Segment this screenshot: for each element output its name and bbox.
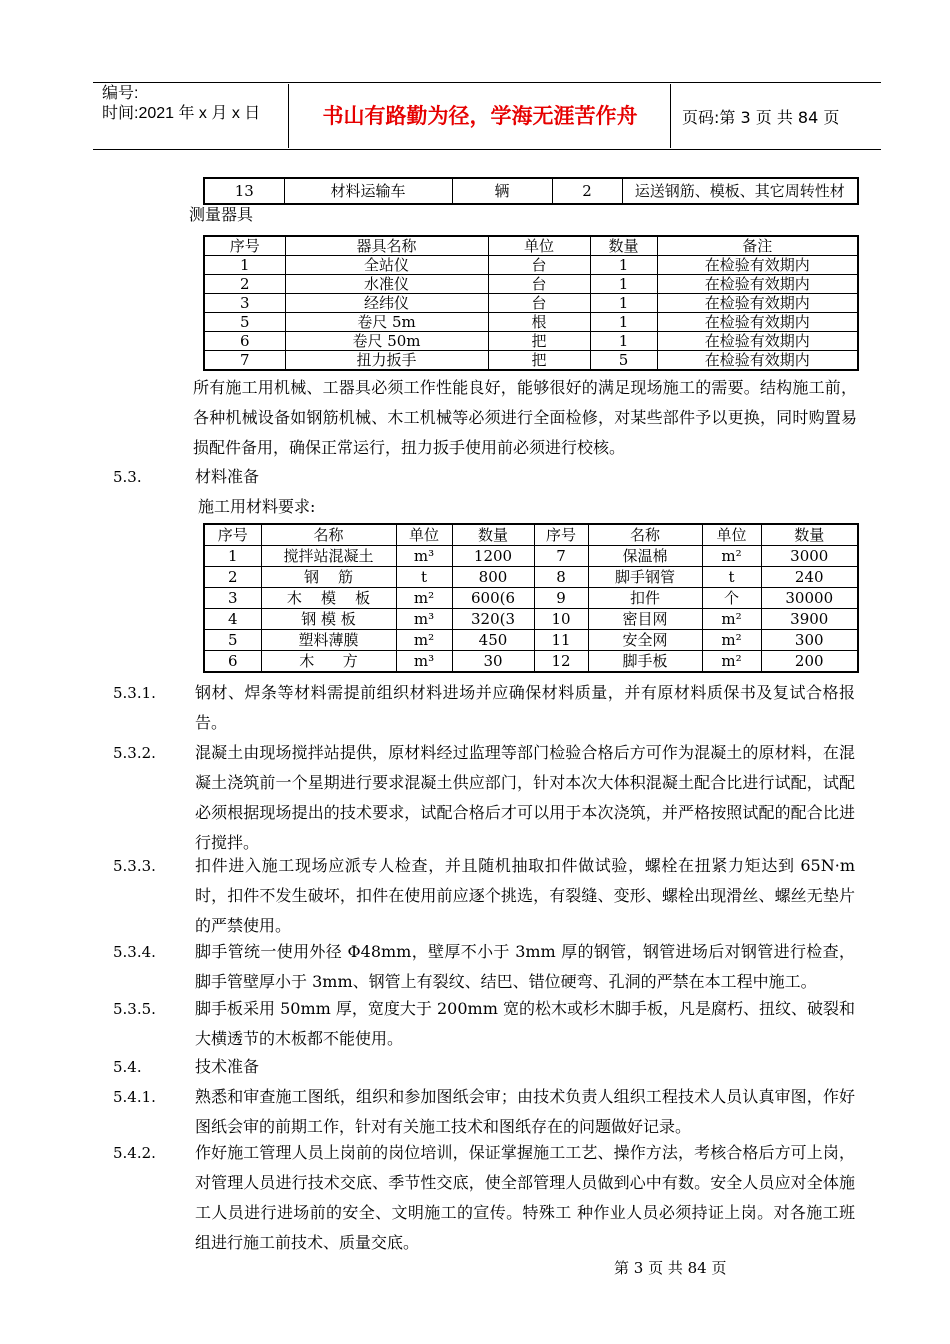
table-cell: 8 [534,567,588,588]
section-number: 5.3. [113,468,142,486]
table-cell: 7 [204,351,285,371]
table-row [204,313,858,332]
measure-title: 测量器具 [189,205,254,224]
table-cell: 1 [590,256,657,275]
table-cell: 1 [590,275,657,294]
table-cell: 水准仪 [285,275,488,294]
table-cell: 12 [534,651,588,673]
table-cell: 卷尺 50m [285,332,488,351]
table-cell: 30 [452,651,534,673]
table-cell: 在检验有效期内 [657,351,858,371]
table-row [204,609,858,630]
table-cell: 450 [452,630,534,651]
table-cell: 把 [488,332,590,351]
table-cell: 把 [488,351,590,371]
col-header: 单位 [702,524,761,546]
table-cell: m² [702,546,761,567]
table-cell: 300 [761,630,858,651]
table-header-row [204,236,858,256]
cell-qty: 2 [552,178,622,204]
table-cell: m³ [396,546,452,567]
col-header: 序号 [204,236,285,256]
cell-unit: 辆 [452,178,552,204]
header-motto: 书山有路勤为径，学海无涯苦作舟 [322,104,638,128]
table-cell: 木 模 板 [261,588,396,609]
table-cell: 扣件 [588,588,702,609]
table-cell: 在检验有效期内 [657,256,858,275]
table-cell: m² [702,630,761,651]
col-header: 单位 [488,236,590,256]
table-cell: 4 [204,609,261,630]
col-header: 序号 [204,524,261,546]
table-cell: 200 [761,651,858,673]
table-cell: 3 [204,294,285,313]
table-cell: 6 [204,651,261,673]
table-row [204,651,858,673]
table-cell: 台 [488,275,590,294]
table-cell: 1 [204,256,285,275]
table-cell: m² [396,630,452,651]
item-text: 扣件进入施工现场应派专人检查，并且随机抽取扣件做试验，螺栓在扭紧力矩达到 65N·m 时，扣件不发生破坏，扣件在使用前应逐个挑选，有裂缝、变形、螺栓出现滑丝、螺丝无垫片的严禁使用。 [195,856,855,935]
table-cell: t [702,567,761,588]
table-cell: m³ [396,651,452,673]
measure-paragraph: 所有施工用机械、工器具必须工作性能良好，能够很好的满足现场施工的需要。结构施工前，各种机械设备如钢筋机械、木工机械等必须进行全面检修，对某些部件予以更换，同时购置易损配件备用，确保正常运行，扭力扳手使用前必须进行校核。 [193,378,857,457]
table-row [204,178,858,204]
item-text: 熟悉和审查施工图纸，组织和参加图纸会审；由技术负责人组织工程技术人员认真审图，作好图纸会审的前期工作，针对有关施工技术和图纸存在的问题做好记录。 [195,1087,855,1136]
table-cell: 台 [488,294,590,313]
material-table [203,523,859,673]
table-cell: 钢 筋 [261,567,396,588]
table-cell: 9 [534,588,588,609]
table-cell: 11 [534,630,588,651]
table-cell: 安全网 [588,630,702,651]
table-cell: 根 [488,313,590,332]
table-cell: 2 [204,567,261,588]
table-row [204,275,858,294]
table-cell: 320(3 [452,609,534,630]
table-cell: 在检验有效期内 [657,275,858,294]
item-number: 5.4.1. [113,1088,156,1106]
item-text: 钢材、焊条等材料需提前组织材料进场并应确保材料质量，并有原材料质保书及复试合格报告。 [195,683,855,732]
table-cell: m² [702,651,761,673]
table-cell: 1 [590,313,657,332]
table-cell: 全站仪 [285,256,488,275]
col-header: 数量 [761,524,858,546]
table-cell: 1 [204,546,261,567]
table-row [204,567,858,588]
table-cell: 3000 [761,546,858,567]
table-cell: 6 [204,332,285,351]
item-text: 作好施工管理人员上岗前的岗位培训，保证掌握施工工艺、操作方法，考核合格后方可上岗，对管理人员进行技术交底、季节性交底，使全部管理人员做到心中有数。安全人员应对全体施工人员进行进场前的安全、文明施工的宣传。特殊工 种作业人员必须持证上岗。对各施工班组进行施工前技术、质量交底。 [195,1143,855,1252]
code-label: 编号: [102,85,139,102]
table-cell: m³ [396,609,452,630]
table-cell: 脚手钢管 [588,567,702,588]
table-cell: 在检验有效期内 [657,332,858,351]
item-text: 脚手板采用 50mm 厚，宽度大于 200mm 宽的松木或杉木脚手板，凡是腐朽、扭纹、破裂和大横透节的木板都不能使用。 [195,999,855,1048]
section-title: 技术准备 [195,1057,260,1076]
item-number: 5.3.4. [113,943,156,961]
table-cell: 5 [204,630,261,651]
time-label: 时间:2021 年 x 月 x 日 [102,105,261,122]
table-cell: 5 [204,313,285,332]
item-number: 5.3.5. [113,1000,156,1018]
table-cell: 3 [204,588,261,609]
cell-no: 13 [204,178,284,204]
machinery-table-tail [203,177,859,205]
measure-table [203,235,859,371]
table-row [204,332,858,351]
header-page-label: 页码:第 3 页 共 84 页 [682,108,840,127]
table-cell: 600(6 [452,588,534,609]
header-meta [102,84,260,124]
header-top-line [93,82,881,83]
material-intro: 施工用材料要求: [198,497,316,516]
table-cell: 1 [590,294,657,313]
table-cell: 密目网 [588,609,702,630]
item-number: 5.3.1. [113,684,156,702]
table-cell: 钢 模 板 [261,609,396,630]
table-cell: 1 [590,332,657,351]
table-cell: 在检验有效期内 [657,294,858,313]
table-cell: 1200 [452,546,534,567]
table-cell: 脚手板 [588,651,702,673]
table-cell: 搅拌站混凝土 [261,546,396,567]
table-cell: 卷尺 5m [285,313,488,332]
table-cell: 30000 [761,588,858,609]
table-row [204,351,858,371]
table-cell: 3900 [761,609,858,630]
col-header: 数量 [590,236,657,256]
table-row [204,546,858,567]
header-divider [288,84,289,148]
col-header: 名称 [588,524,702,546]
item-number: 5.3.2. [113,744,156,762]
header-bottom-line [93,149,881,150]
col-header: 数量 [452,524,534,546]
col-header: 名称 [261,524,396,546]
cell-note: 运送钢筋、模板、其它周转性材 [622,178,858,204]
table-cell: t [396,567,452,588]
table-row [204,588,858,609]
section-title: 材料准备 [195,467,260,486]
table-cell: 木 方 [261,651,396,673]
table-cell: 在检验有效期内 [657,313,858,332]
table-cell: 800 [452,567,534,588]
table-row [204,294,858,313]
item-number: 5.3.3. [113,857,156,875]
table-cell: 扭力扳手 [285,351,488,371]
col-header: 器具名称 [285,236,488,256]
table-cell: 个 [702,588,761,609]
table-cell: m² [396,588,452,609]
cell-name: 材料运输车 [284,178,452,204]
section-number: 5.4. [113,1058,142,1076]
table-cell: 2 [204,275,285,294]
table-cell: 10 [534,609,588,630]
header-divider [670,84,671,148]
item-text: 混凝土由现场搅拌站提供，原材料经过监理等部门检验合格后方可作为混凝土的原材料，在混凝土浇筑前一个星期进行要求混凝土供应部门，针对本次大体积混凝土配合比进行试配，试配必须根据现场提出的技术要求，试配合格后才可以用于本次浇筑，并严格按照试配的配合比进行搅拌。 [195,743,855,852]
page-footer: 第 3 页 共 84 页 [614,1259,727,1277]
item-number: 5.4.2. [113,1144,156,1162]
table-cell: 保温棉 [588,546,702,567]
table-cell: 5 [590,351,657,371]
table-header-row [204,524,858,546]
table-cell: 7 [534,546,588,567]
table-cell: 塑料薄膜 [261,630,396,651]
table-cell: 240 [761,567,858,588]
col-header: 序号 [534,524,588,546]
col-header: 单位 [396,524,452,546]
item-text: 脚手管统一使用外径 Φ48mm，壁厚不小于 3mm 厚的钢管，钢管进场后对钢管进行检查，脚手管壁厚小于 3mm、钢管上有裂纹、结巴、错位硬弯、孔洞的严禁在本工程中施工。 [195,942,855,991]
table-cell: m² [702,609,761,630]
table-row [204,630,858,651]
col-header: 备注 [657,236,858,256]
table-row [204,256,858,275]
table-cell: 台 [488,256,590,275]
table-cell: 经纬仪 [285,294,488,313]
